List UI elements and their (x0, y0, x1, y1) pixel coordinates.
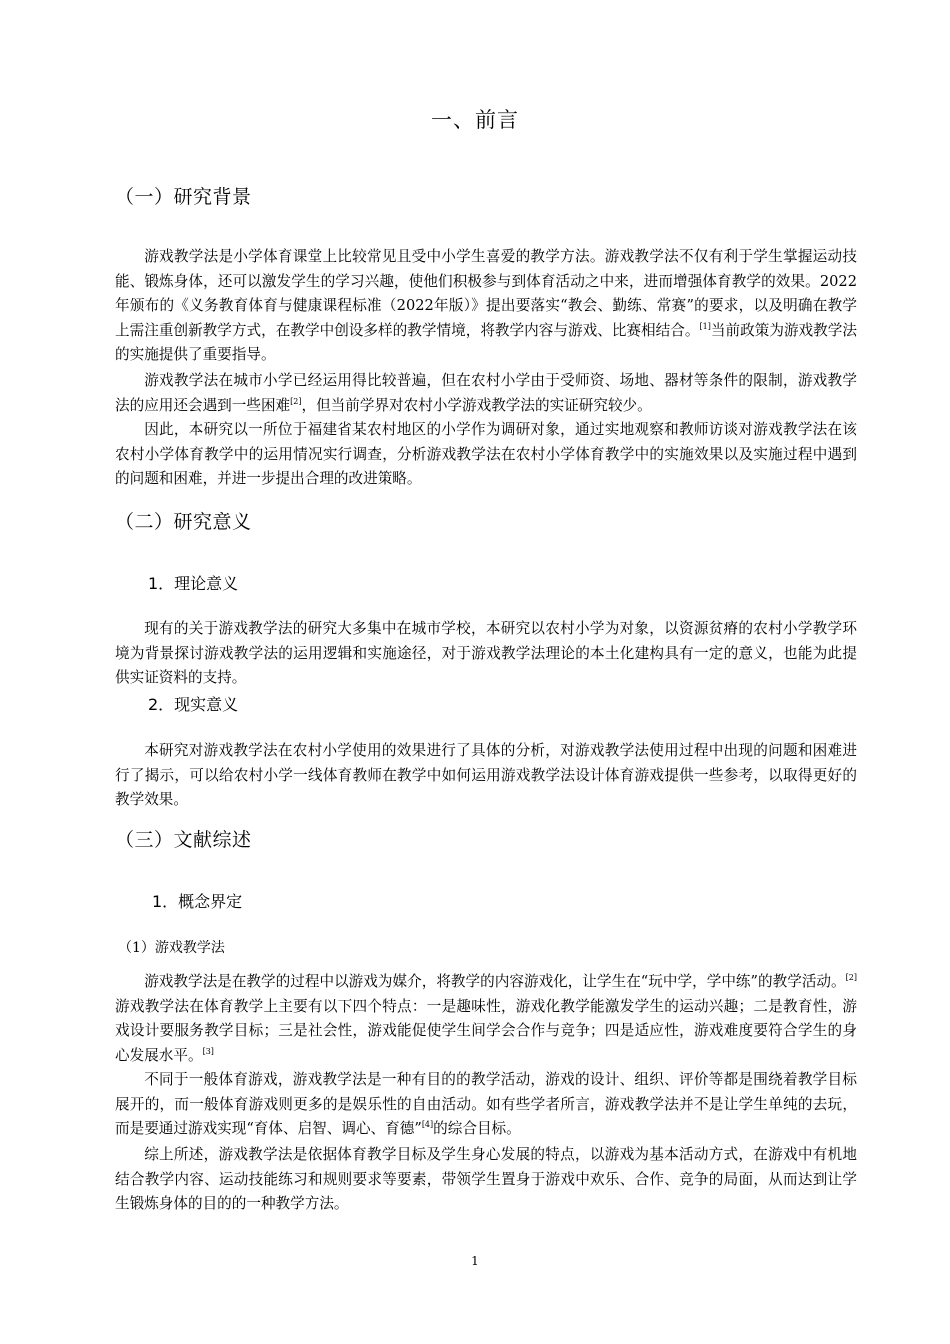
subsection-heading-practice: 2．现实意义 (148, 695, 239, 714)
citation-ref: [4] (421, 1120, 434, 1130)
paragraph-theory: 现有的关于游戏教学法的研究大多集中在城市学校，本研究以农村小学为对象，以资源贫瘠的农村小学教学环境为背景探讨游戏教学法的运用逻辑和实施途径，对于游戏教学法理论的本土化建构具有一定的意义，也能为此提供实证资料的支持。 (115, 620, 857, 686)
citation-ref: [2] (290, 396, 302, 406)
paragraph-concept-2: 不同于一般体育游戏，游戏教学法是一种有目的的教学活动，游戏的设计、组织、评价等都是围绕着教学目标展开的，而一般体育游戏则更多的是娱乐性的自由活动。如有些学者所言，游戏教学法并不是让学生单纯的去玩，而是要通过游戏实现“育体、启智、调心、育德”[4]的综合目标。 (115, 1071, 857, 1137)
citation-ref: [2] (845, 973, 857, 983)
subsection-heading-concepts: 1．概念界定 (152, 892, 243, 911)
item-heading-game-teaching: （1）游戏教学法 (118, 940, 225, 956)
paragraph-background-3: 因此，本研究以一所位于福建省某农村地区的小学作为调研对象，通过实地观察和教师访谈对游戏教学法在该农村小学体育教学中的运用情况实行调查，分析游戏教学法在农村小学体育教学中的实施效果以及实施过程中遇到的问题和困难，并进一步提出合理的改进策略。 (115, 421, 857, 487)
subsection-heading-theory: 1．理论意义 (148, 574, 239, 593)
citation-ref: [3] (202, 1046, 214, 1056)
section-heading-literature: （三）文献综述 (115, 829, 252, 851)
paragraph-background-2: 游戏教学法在城市小学已经运用得比较普遍，但在农村小学由于受师资、场地、器材等条件的限制，游戏教学法的应用还会遇到一些困难[2]，但当前学界对农村小学游戏教学法的实证研究较少。 (115, 372, 857, 414)
page-number: 1 (471, 1254, 479, 1268)
section-heading-background: （一）研究背景 (115, 186, 252, 208)
section-heading-significance: （二）研究意义 (115, 511, 252, 533)
citation-ref: [1] (699, 321, 711, 331)
paragraph-concept-1: 游戏教学法是在教学的过程中以游戏为媒介，将教学的内容游戏化，让学生在“玩中学，学中练”的教学活动。[2]游戏教学法在体育教学上主要有以下四个特点：一是趣味性，游戏化教学能激发学生的运动兴趣；二是教育性，游戏设计要服务教学目标；三是社会性，游戏能促使学生间学会合作与竞争；四是适应性，游戏难度要符合学生的身心发展水平。[3] (115, 973, 857, 1064)
paragraph-practice: 本研究对游戏教学法在农村小学使用的效果进行了具体的分析，对游戏教学法使用过程中出现的问题和困难进行了揭示，可以给农村小学一线体育教师在教学中如何运用游戏教学法设计体育游戏提供一些参考，以取得更好的教学效果。 (115, 742, 857, 808)
paragraph-background-1: 游戏教学法是小学体育课堂上比较常见且受中小学生喜爱的教学方法。游戏教学法不仅有利于学生掌握运动技能、锻炼身体，还可以激发学生的学习兴趣，使他们积极参与到体育活动之中来，进而增强体育教学的效果。2022年颁布的《义务教育体育与健康课程标准（2022年版）》提出要落实“教会、勤练、常赛”的要求，以及明确在教学上需注重创新教学方式，在教学中创设多样的教学情境，将教学内容与游戏、比赛相结合。[1]当前政策为游戏教学法的实施提供了重要指导。 (115, 248, 857, 363)
paragraph-concept-3: 综上所述，游戏教学法是依据体育教学目标及学生身心发展的特点，以游戏为基本活动方式，在游戏中有机地结合教学内容、运动技能练习和规则要求等要素，带领学生置身于游戏中欢乐、合作、竞争的局面，从而达到让学生锻炼身体的目的的一种教学方法。 (115, 1146, 857, 1212)
chapter-title: 一、前言 (431, 108, 519, 132)
